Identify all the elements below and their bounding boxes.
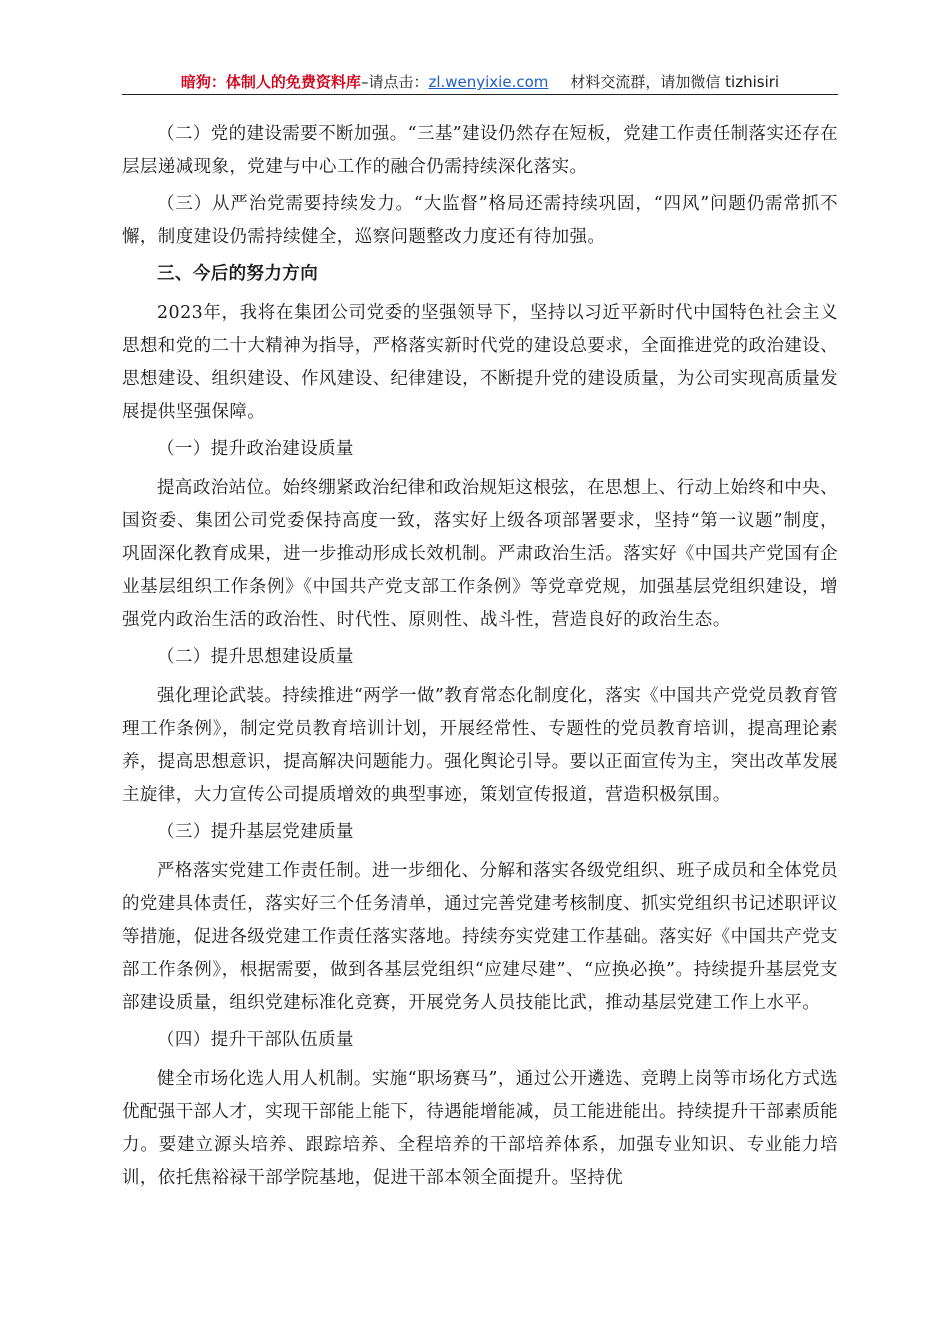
subsection-heading: （二）提升思想建设质量	[157, 647, 354, 667]
paragraph: 严格落实党建工作责任制。进一步细化、分解和落实各级党组织、班子成员和全体党员的党建具体责任，落实好三个任务清单，通过完善党建考核制度、抓实党组织书记述职评议等措施，促进各级党建工作责任落实落地。持续夯实党建工作基础。落实好《中国共产党支部工作条例》，根据需要，做到各基层党组织“应建尽建”、“应换必换”。持续提升基层党支部建设质量，组织党建标准化竞赛，开展党务人员技能比武，推动基层党建工作上水平。	[122, 861, 838, 1013]
subsection-heading: （三）提升基层党建质量	[157, 822, 354, 842]
section-heading: 三、今后的努力方向	[157, 264, 319, 284]
brand-text: 暗狗：体制人的免费资料库	[180, 73, 361, 91]
document-body	[122, 118, 838, 1199]
paragraph: （二）党的建设需要不断加强。“三基”建设仍然存在短板，党建工作责任制落实还存在层层递减现象，党建与中心工作的融合仍需持续深化落实。	[122, 124, 838, 177]
subsection-heading: （四）提升干部队伍质量	[157, 1030, 354, 1050]
contact-text: 材料交流群，请加微信 tizhisiri	[570, 73, 780, 91]
click-prompt: –请点击：	[360, 73, 429, 91]
site-link[interactable]: zl.wenyixie.com	[428, 73, 549, 91]
subsection-heading: （一）提升政治建设质量	[157, 439, 354, 459]
paragraph: 健全市场化选人用人机制。实施“职场赛马”，通过公开遴选、竞聘上岗等市场化方式选优配强干部人才，实现干部能上能下，待遇能增能减，员工能进能出。持续提升干部素质能力。要建立源头培养、跟踪培养、全程培养的干部培养体系，加强专业知识、专业能力培训，依托焦裕禄干部学院基地，促进干部本领全面提升。坚持优	[122, 1069, 838, 1188]
header-divider	[122, 94, 838, 95]
paragraph: 提高政治站位。始终绷紧政治纪律和政治规矩这根弦，在思想上、行动上始终和中央、国资委、集团公司党委保持高度一致，落实好上级各项部署要求，坚持“第一议题”制度，巩固深化教育成果，进一步推动形成长效机制。严肃政治生活。落实好《中国共产党国有企业基层组织工作条例》《中国共产党支部工作条例》等党章党规，加强基层党组织建设，增强党内政治生活的政治性、时代性、原则性、战斗性，营造良好的政治生态。	[122, 478, 838, 630]
paragraph: 2023年，我将在集团公司党委的坚强领导下，坚持以习近平新时代中国特色社会主义思想和党的二十大精神为指导，严格落实新时代党的建设总要求，全面推进党的政治建设、思想建设、组织建设、作风建设、纪律建设，不断提升党的建设质量，为公司实现高质量发展提供坚强保障。	[122, 303, 838, 422]
page-header	[122, 70, 838, 94]
paragraph: （三）从严治党需要持续发力。“大监督”格局还需持续巩固，“四风”问题仍需常抓不懈，制度建设仍需持续健全，巡察问题整改力度还有待加强。	[122, 194, 838, 247]
paragraph: 强化理论武装。持续推进“两学一做”教育常态化制度化，落实《中国共产党党员教育管理工作条例》，制定党员教育培训计划，开展经常性、专题性的党员教育培训，提高理论素养，提高思想意识，提高解决问题能力。强化舆论引导。要以正面宣传为主，突出改革发展主旋律，大力宣传公司提质增效的典型事迹，策划宣传报道，营造积极氛围。	[122, 686, 838, 805]
